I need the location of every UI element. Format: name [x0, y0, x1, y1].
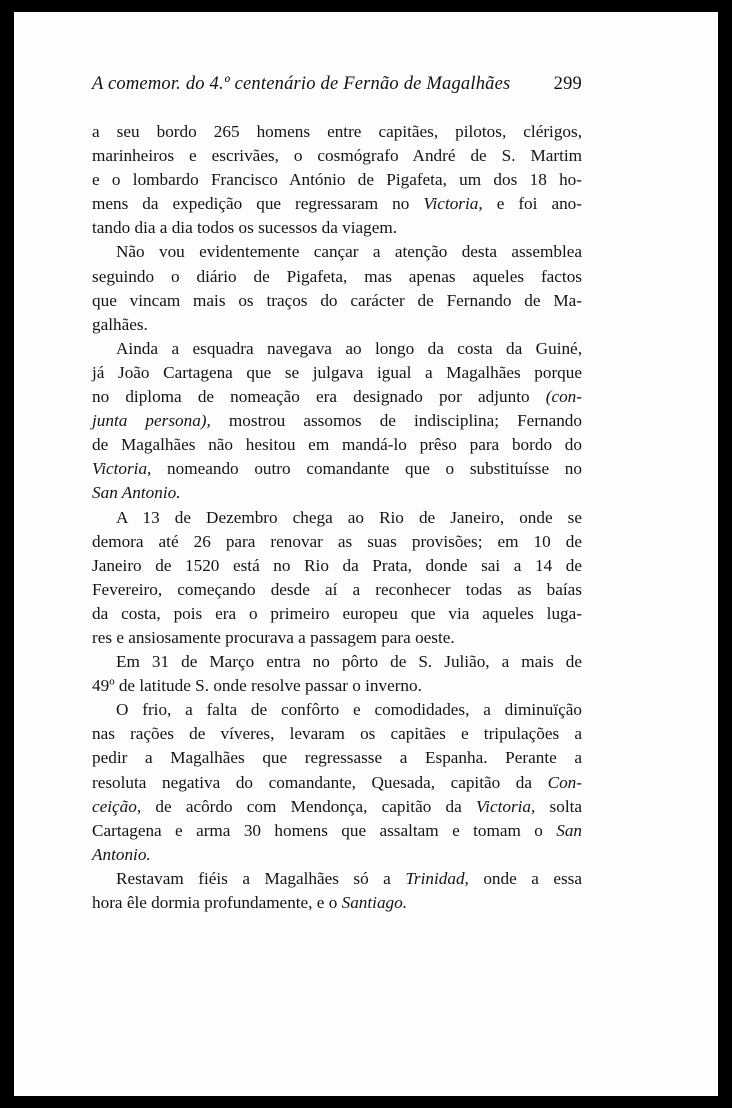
- italic-text: Victoria,: [475, 796, 536, 816]
- italic-text: Antonio.: [92, 844, 151, 864]
- text-line: [92, 240, 582, 264]
- body-text: [92, 120, 582, 915]
- text-run: e foi ano-: [482, 194, 582, 214]
- text-run: mostrou assomos de indisciplina; Fernando: [210, 411, 582, 431]
- text-line: [92, 289, 582, 313]
- text-run: onde a essa: [468, 868, 582, 888]
- text-line: [92, 698, 582, 722]
- italic-text: Victoria,: [423, 194, 483, 214]
- text-run: da costa, pois era o primeiro europeu que via aqueles luga-: [92, 603, 582, 623]
- italic-text: San: [556, 820, 582, 840]
- text-run: Cartagena e arma 30 homens que assaltam e tomam o: [92, 820, 557, 840]
- text-line: [92, 506, 582, 530]
- text-line: [92, 457, 582, 481]
- text-line: [92, 795, 582, 819]
- page-header: [92, 74, 582, 95]
- text-line: [92, 746, 582, 770]
- text-run: Restavam fiéis a Magalhães só a: [116, 868, 406, 888]
- text-line: [92, 554, 582, 578]
- text-run: tando dia a dia todos os sucessos da viagem.: [92, 218, 398, 238]
- text-run: de Magalhães não hesitou em mandá-lo prêso para bordo do: [92, 435, 582, 455]
- text-line: [92, 313, 582, 337]
- text-run: marinheiros e escrivães, o cosmógrafo André de S. Martim: [92, 146, 582, 166]
- text-line: [92, 578, 582, 602]
- text-run: O frio, a falta de confôrto e comodidades, a diminuïção: [116, 700, 582, 720]
- text-run: nomeando outro comandante que o substituísse no: [151, 459, 582, 479]
- italic-text: Victoria,: [92, 459, 152, 479]
- text-line: [92, 626, 582, 650]
- text-run: no diploma de nomeação era designado por adjunto: [92, 387, 546, 407]
- text-run: Ainda a esquadra navegava ao longo da costa da Guiné,: [116, 338, 582, 358]
- book-page: [14, 12, 718, 1096]
- text-run: nas rações de víveres, levaram os capitães e tripulações a: [92, 724, 582, 744]
- text-run: hora êle dormia profundamente, e o: [92, 893, 342, 912]
- text-run: Em 31 de Março entra no pôrto de S. Julião, a mais de: [116, 652, 582, 672]
- text-line: [92, 650, 582, 674]
- text-run: demora até 26 para renovar as suas provisões; em 10 de: [92, 531, 582, 551]
- text-line: [92, 361, 582, 385]
- text-run: galhães.: [92, 314, 148, 334]
- text-run: 49º de latitude S. onde resolve passar o inverno.: [92, 676, 422, 696]
- text-line: [92, 722, 582, 746]
- text-run: Janeiro de 1520 está no Rio da Prata, donde sai a 14 de: [92, 555, 582, 575]
- text-line: [92, 674, 582, 698]
- text-run: Não vou evidentemente cançar a atenção desta assemblea: [116, 242, 582, 262]
- text-line: [92, 843, 582, 867]
- text-run: solta: [535, 796, 582, 816]
- text-line: [92, 433, 582, 457]
- text-line: [92, 891, 582, 915]
- text-line: [92, 192, 582, 216]
- running-title: A comemor. do 4.º centenário de Fernão de Magalhães: [92, 74, 511, 94]
- text-run: pedir a Magalhães que regressasse a Espanha. Perante a: [92, 748, 582, 768]
- text-run: mens da expedição que regressaram no: [92, 194, 424, 214]
- italic-text: junta persona),: [92, 411, 211, 431]
- text-run: resoluta negativa do comandante, Quesada, capitão da: [92, 772, 548, 792]
- text-line: [92, 120, 582, 144]
- text-run: seguindo o diário de Pigafeta, mas apenas aqueles factos: [92, 266, 582, 286]
- italic-text: Santiago.: [341, 893, 408, 912]
- text-run: e o lombardo Francisco António de Pigafeta, um dos 18 ho-: [92, 170, 582, 190]
- text-run: já João Cartagena que se julgava igual a Magalhães porque: [92, 362, 582, 382]
- text-run: que vincam mais os traços do carácter de Fernando de Ma-: [92, 290, 582, 310]
- italic-text: ceição,: [92, 796, 142, 816]
- text-line: [92, 819, 582, 843]
- text-run: de acôrdo com Mendonça, capitão da: [141, 796, 476, 816]
- text-line: [92, 216, 582, 240]
- italic-text: Con-: [547, 772, 582, 792]
- italic-text: Trinidad,: [405, 868, 469, 888]
- page-number: 299: [553, 74, 582, 94]
- text-line: [92, 385, 582, 409]
- text-line: [92, 144, 582, 168]
- text-run: a seu bordo 265 homens entre capitães, pilotos, clérigos,: [92, 122, 582, 141]
- text-run: A 13 de Dezembro chega ao Rio de Janeiro, onde se: [116, 507, 582, 527]
- text-line: [92, 481, 582, 505]
- text-line: [92, 409, 582, 433]
- italic-text: San Antonio.: [92, 483, 181, 503]
- text-line: [92, 337, 582, 361]
- text-line: [92, 265, 582, 289]
- text-line: [92, 168, 582, 192]
- text-line: [92, 530, 582, 554]
- text-run: res e ansiosamente procurava a passagem para oeste.: [92, 627, 455, 647]
- text-line: [92, 602, 582, 626]
- text-run: Fevereiro, começando desde aí a reconhecer todas as baías: [92, 579, 582, 599]
- text-line: [92, 771, 582, 795]
- italic-text: (con-: [545, 387, 582, 407]
- text-line: [92, 867, 582, 891]
